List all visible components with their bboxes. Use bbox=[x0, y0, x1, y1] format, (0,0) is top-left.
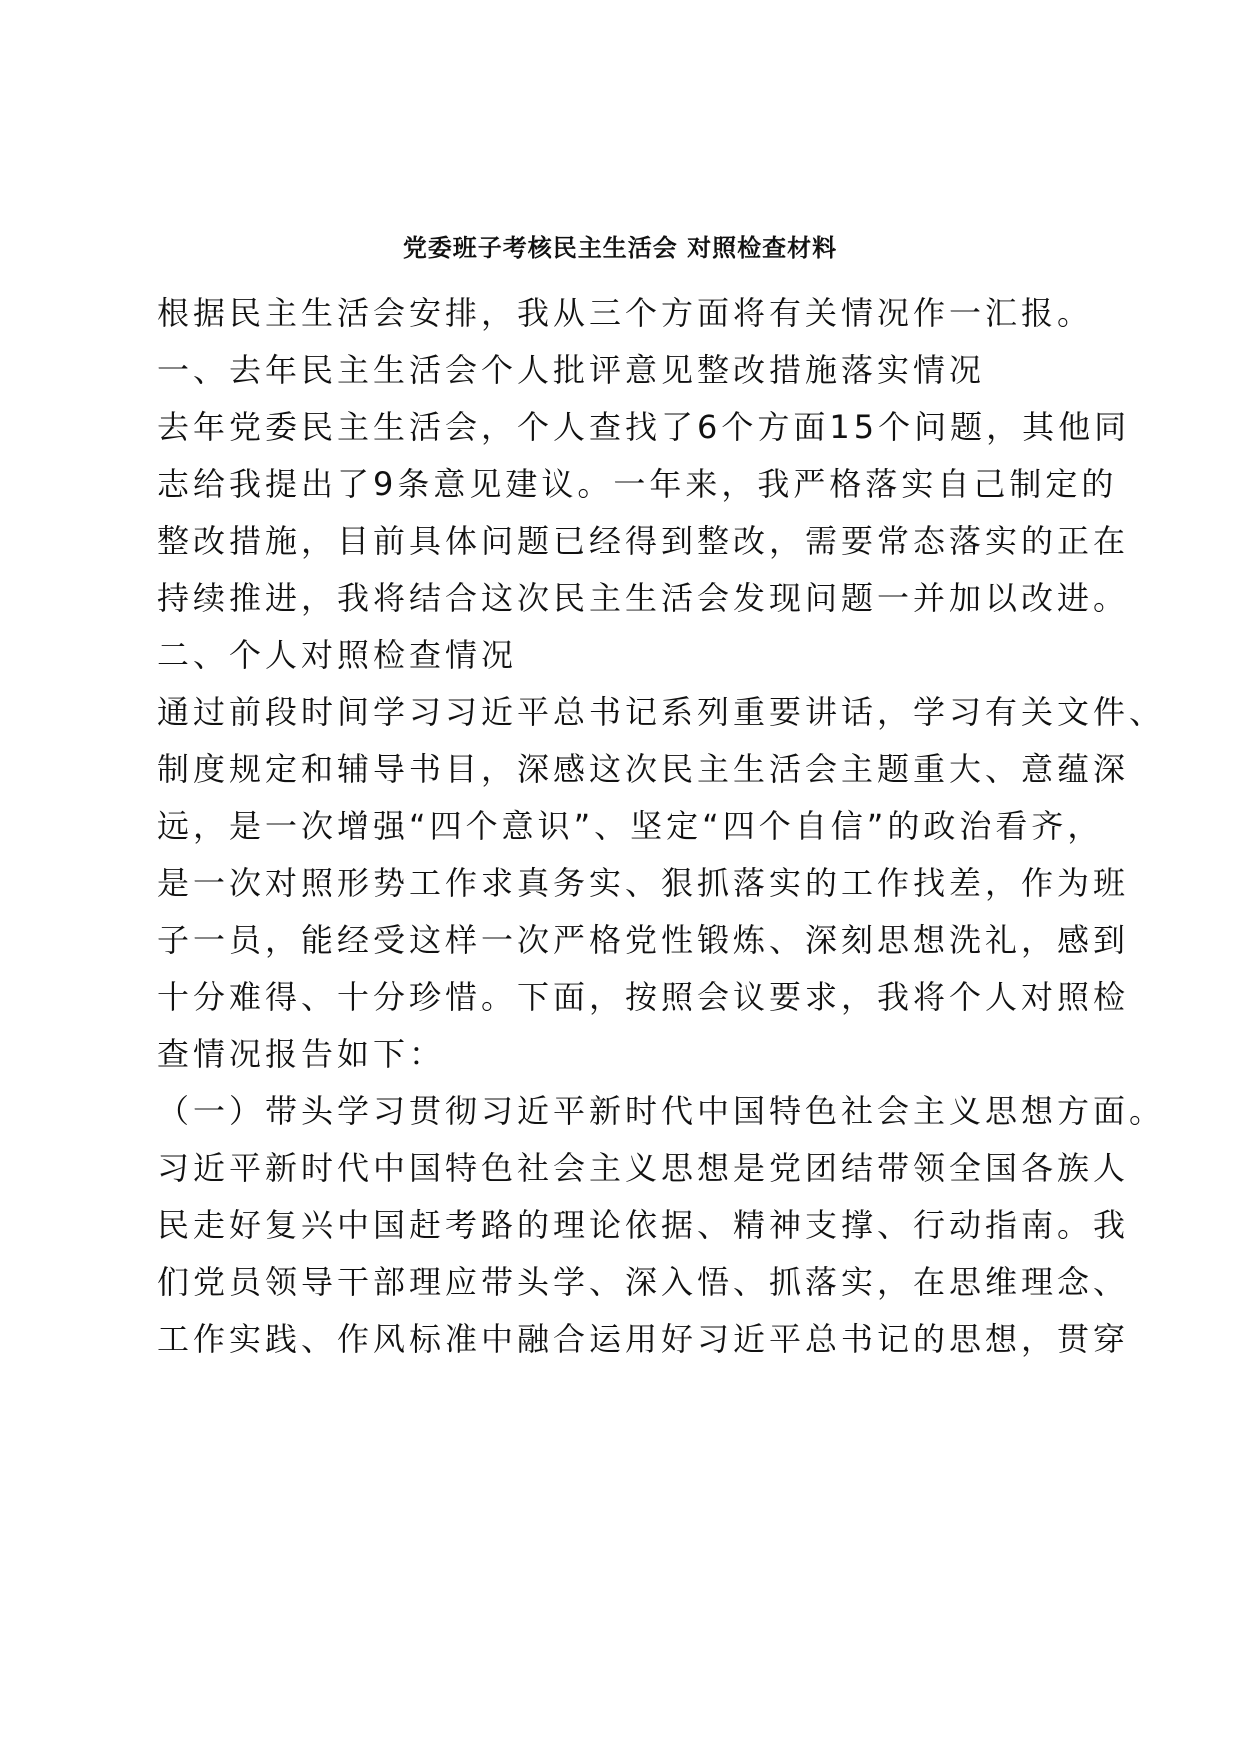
paragraph-line: 十分难得、十分珍惜。下面，按照会议要求，我将个人对照检 bbox=[157, 978, 1130, 1016]
subsection-heading-1: （一）带头学习贯彻习近平新时代中国特色社会主义思想方面。 bbox=[157, 1092, 1166, 1130]
intro-paragraph-line: 根据民主生活会安排，我从三个方面将有关情况作一汇报。 bbox=[157, 294, 1094, 332]
document-title: 党委班子考核民主生活会 对照检查材料 bbox=[402, 233, 838, 262]
paragraph-line: 志给我提出了9条意见建议。一年来，我严格落实自己制定的 bbox=[157, 465, 1118, 503]
paragraph-line: 子一员，能经受这样一次严格党性锻炼、深刻思想洗礼，感到 bbox=[157, 921, 1130, 959]
paragraph-line: 工作实践、作风标准中融合运用好习近平总书记的思想，贯穿 bbox=[157, 1320, 1130, 1358]
paragraph-line: 查情况报告如下： bbox=[157, 1035, 446, 1073]
paragraph-line: 持续推进，我将结合这次民主生活会发现问题一并加以改进。 bbox=[157, 579, 1130, 617]
paragraph-line: 去年党委民主生活会，个人查找了6个方面15个问题，其他同 bbox=[157, 408, 1131, 446]
paragraph-line: 民走好复兴中国赶考路的理论依据、精神支撑、行动指南。我 bbox=[157, 1206, 1130, 1244]
paragraph-line: 通过前段时间学习习近平总书记系列重要讲话，学习有关文件、 bbox=[157, 693, 1166, 731]
paragraph-line: 远，是一次增强“四个意识”、坚定“四个自信”的政治看齐， bbox=[157, 807, 1104, 845]
paragraph-line: 习近平新时代中国特色社会主义思想是党团结带领全国各族人 bbox=[157, 1149, 1130, 1187]
paragraph-line: 制度规定和辅导书目，深感这次民主生活会主题重大、意蕴深 bbox=[157, 750, 1130, 788]
section-heading-2: 二、个人对照检查情况 bbox=[157, 636, 518, 674]
paragraph-line: 整改措施，目前具体问题已经得到整改，需要常态落实的正在 bbox=[157, 522, 1130, 560]
paragraph-line: 们党员领导干部理应带头学、深入悟、抓落实，在思维理念、 bbox=[157, 1263, 1130, 1301]
paragraph-line: 是一次对照形势工作求真务实、狠抓落实的工作找差，作为班 bbox=[157, 864, 1130, 902]
section-heading-1: 一、去年民主生活会个人批评意见整改措施落实情况 bbox=[157, 351, 986, 389]
